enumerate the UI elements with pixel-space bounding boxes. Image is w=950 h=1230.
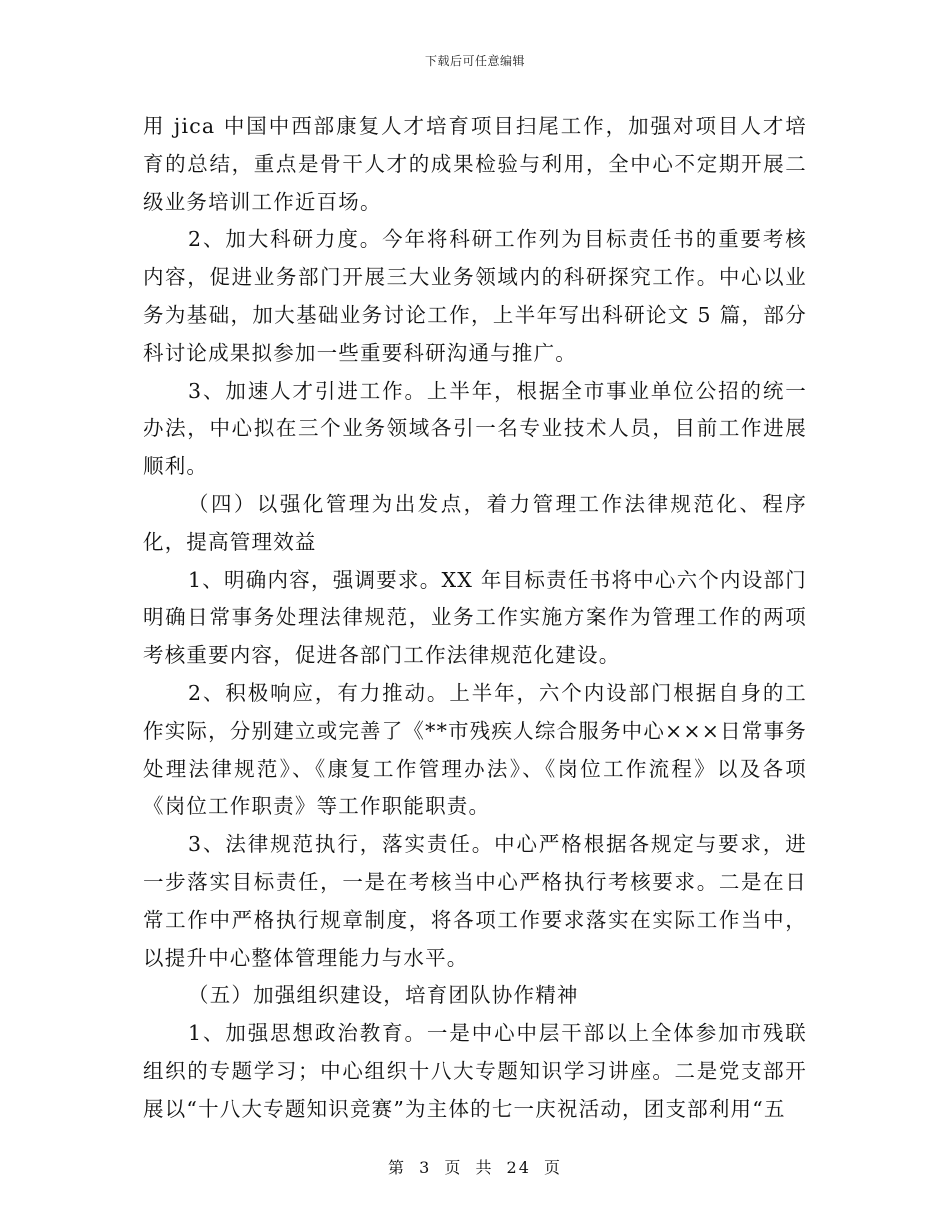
section-heading-management: （四）以强化管理为出发点，着力管理工作法律规范化、程序化，提高管理效益 [143, 491, 807, 554]
paragraph-execute: 3、法律规范执行，落实责任。中心严格根据各规定与要求，进一步落实目标责任，一是在考核当中心严格执行考核要求。二是在日常工作中严格执行规章制度，将各项工作要求落实在实际工作当中，以提升中心整体管理能力与水平。 [143, 832, 807, 970]
paragraph-respond: 2、积极响应，有力推动。上半年，六个内设部门根据自身的工作实际，分别建立或完善了《**市残疾人综合服务中心×××日常事务处理法律规范》、《康复工作管理办法》、《岗位工作流程》以及各项《岗位工作职责》等工作职能职责。 [143, 680, 807, 819]
paragraph-clarify: 1、明确内容，强调要求。XX 年目标责任书将中心六个内设部门明确日常事务处理法律规范，业务工作实施方案作为管理工作的两项考核重要内容，促进各部门工作法律规范化建设。 [143, 567, 807, 668]
paragraph-research: 2、加大科研力度。今年将科研工作列为目标责任书的重要考核内容，促进业务部门开展三大业务领域内的科研探究工作。中心以业务为基础，加大基础业务讨论工作，上半年写出科研论文 5 篇，部分科讨论成果拟参加一些重要科研沟通与推广。 [143, 227, 807, 365]
document-body [143, 108, 807, 1129]
paragraph-talent: 3、加速人才引进工作。上半年，根据全市事业单位公招的统一办法，中心拟在三个业务领域各引一名专业技术人员，目前工作进展顺利。 [143, 378, 807, 479]
page-footer: 第 3 页 共 24 页 [388, 1158, 562, 1177]
page-header: 下载后可任意编辑 [424, 54, 525, 68]
paragraph-education: 1、加强思想政治教育。一是中心中层干部以上全体参加市残联组织的专题学习；中心组织十八大专题知识学习讲座。二是党支部开展以“十八大专题知识竞赛”为主体的七一庆祝活动，团支部利用“五 [143, 1021, 807, 1121]
section-heading-organization: （五）加强组织建设，培育团队协作精神 [188, 983, 579, 1008]
paragraph-continuation: 用 jica 中国中西部康复人才培育项目扫尾工作，加强对项目人才培育的总结，重点是骨干人才的成果检验与利用，全中心不定期开展二级业务培训工作近百场。 [143, 114, 807, 214]
